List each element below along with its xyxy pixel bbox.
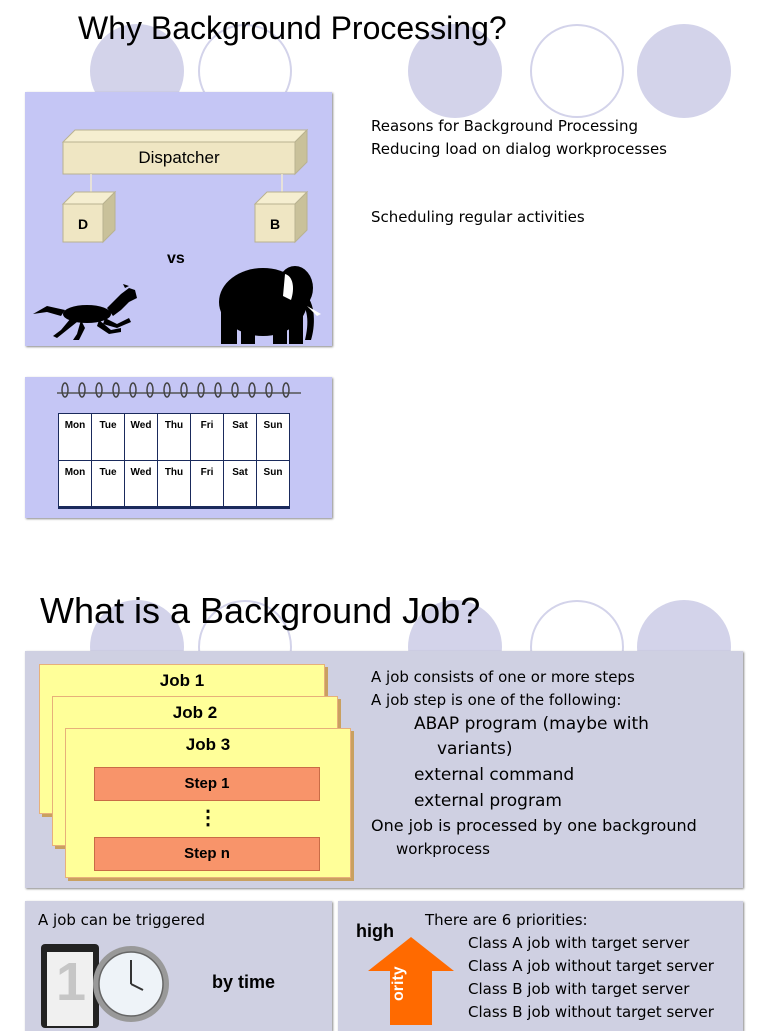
vs-label: vs <box>167 250 185 267</box>
calendar-day: Sun <box>257 461 290 508</box>
job-description: workprocess <box>396 840 490 858</box>
step-box: Step 1 <box>94 767 320 801</box>
calendar-day: Fri <box>191 414 224 461</box>
background-process-box-label: B <box>269 216 281 232</box>
dispatcher-label: Dispatcher <box>138 148 220 167</box>
calendar-day: Wed <box>125 461 158 508</box>
calendar-day: Sun <box>257 414 290 461</box>
job-step-type: external program <box>414 791 562 811</box>
calendar-row <box>59 461 290 508</box>
calendar-day: Mon <box>59 414 92 461</box>
bullet-text: Reasons for Background Processing <box>371 117 638 135</box>
elephant-icon <box>219 266 321 344</box>
calendar-day: Sat <box>224 461 257 508</box>
priority-item: Class B job with target server <box>468 980 690 998</box>
job-title: Job 2 <box>172 703 218 722</box>
job-description: A job step is one of the following: <box>371 691 622 709</box>
calendar-day: Tue <box>92 414 125 461</box>
step-box: Step n <box>94 837 320 871</box>
calendar-day: Thu <box>158 461 191 508</box>
calendar-day: Thu <box>158 414 191 461</box>
priority-heading: There are 6 priorities: <box>425 911 588 929</box>
bullet-text: Reducing load on dialog workprocesses <box>371 140 667 158</box>
slide-title: Why Background Processing? <box>78 10 507 46</box>
calendar-day: Tue <box>92 461 125 508</box>
priority-arrow-icon <box>366 935 456 1025</box>
priority-item: Class A job without target server <box>468 957 714 975</box>
calendar-day: Wed <box>125 414 158 461</box>
decor-circle <box>637 24 731 118</box>
job-card-3 <box>65 728 351 878</box>
priority-item: Class B job without target server <box>468 1003 714 1021</box>
trigger-panel <box>25 901 332 1031</box>
job-title: Job 1 <box>159 671 205 690</box>
calendar-panel <box>25 377 332 518</box>
priority-arrow-label: ority <box>390 966 407 1001</box>
priority-panel <box>338 901 743 1031</box>
dispatcher-diagram <box>25 92 332 346</box>
slide-title: What is a Background Job? <box>40 590 481 631</box>
weekly-calendar <box>58 413 290 509</box>
job-step-type: ABAP program (maybe with <box>414 714 649 734</box>
calendar-page-digit: 1 <box>55 952 87 1012</box>
job-description: A job consists of one or more steps <box>371 668 635 686</box>
job-step-type: external command <box>414 765 575 785</box>
job-description: One job is processed by one background <box>371 816 697 835</box>
ellipsis-dots: ⋮ <box>198 807 218 829</box>
spiral-binding-icon <box>55 381 303 401</box>
priority-high-label: high <box>356 921 394 941</box>
calendar-row <box>59 414 290 461</box>
calendar-day: Mon <box>59 461 92 508</box>
calendar-day: Sat <box>224 414 257 461</box>
by-time-label: by time <box>212 972 276 992</box>
job-title: Job 3 <box>185 735 231 754</box>
calendar-day: Fri <box>191 461 224 508</box>
dialog-process-box-label: D <box>77 216 89 232</box>
decor-circle <box>530 24 624 118</box>
horse-icon <box>33 284 137 340</box>
bullet-text: Scheduling regular activities <box>371 208 585 226</box>
trigger-heading: A job can be triggered <box>38 911 205 929</box>
priority-item: Class A job with target server <box>468 934 690 952</box>
job-step-type: variants) <box>437 739 513 759</box>
